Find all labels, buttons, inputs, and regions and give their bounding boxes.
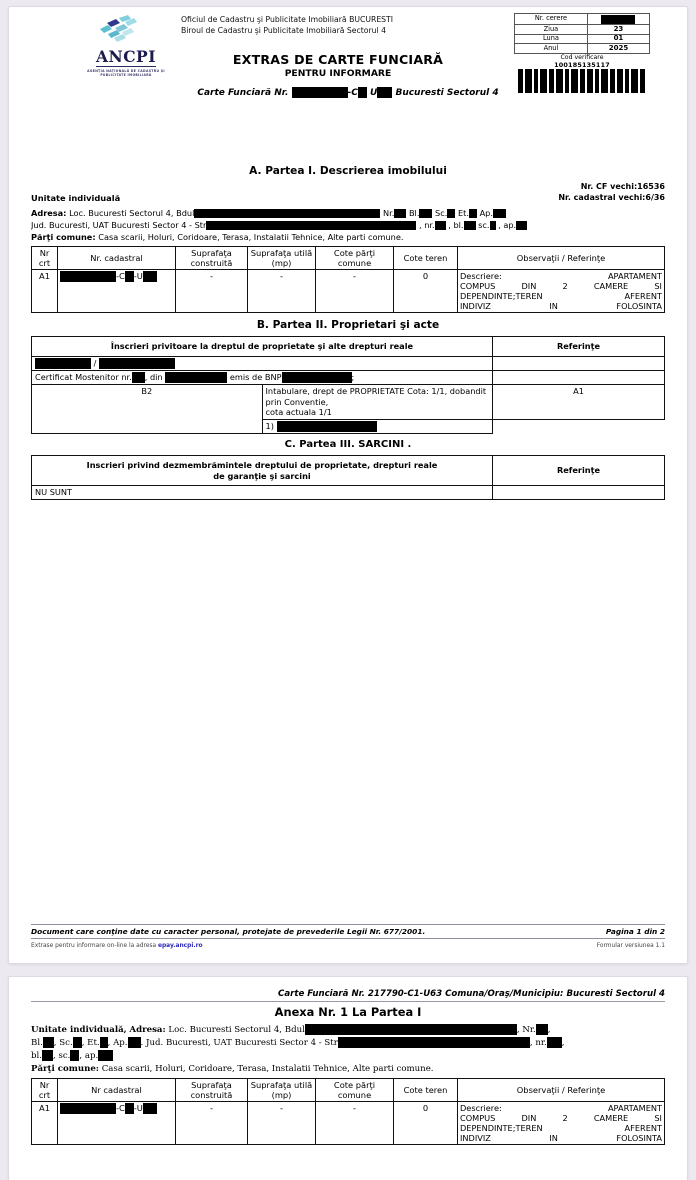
- address-nr-redaction: [394, 209, 406, 218]
- page-2-header: Carte Funciară Nr. 217790-C1-U63 Comuna/Oraş/Municipiu: Bucuresti Sectorul 4: [278, 989, 665, 999]
- cell-cote-parti-comune: -: [316, 270, 394, 313]
- p2-col-observatii-referinte: Observaţii / Referinţe: [458, 1078, 665, 1102]
- page-2-divider: [31, 1001, 665, 1002]
- cadastral-redaction-3: [143, 271, 157, 282]
- request-value-ziua: 23: [587, 25, 649, 35]
- section-c-table: [31, 455, 665, 500]
- obs-w: CAMERE: [593, 1113, 629, 1124]
- page-2-address-block: [31, 1024, 665, 1076]
- p2-address-text-1: Loc. Bucuresti Sectorul 4, Bdul: [168, 1025, 305, 1035]
- request-label-ziua: Ziua: [515, 25, 588, 35]
- address-bl2-redaction: [464, 221, 476, 230]
- col-referinte-c: Referinţe: [493, 456, 665, 486]
- act-redaction-2: [99, 358, 175, 369]
- p2-cadastral-redaction-1: [60, 1103, 116, 1114]
- cell-suprafata-utila: -: [248, 270, 316, 313]
- p2-observatii-line-3: [460, 1123, 662, 1133]
- p2-cadastral-mid-2: -U: [133, 1103, 143, 1114]
- ancpi-logo: [83, 15, 169, 78]
- p2-sc-label: , Sc.: [53, 1037, 73, 1048]
- col-sarcini-line-1: Inscrieri privind dezmembrămintele dreptului de proprietate, drepturi reale: [86, 460, 438, 471]
- obs-w: IN: [549, 301, 558, 312]
- address-prefix: Adresa:: [31, 208, 67, 218]
- section-b-heading: B. Partea II. Proprietari şi acte: [256, 319, 440, 332]
- page-2-address-line-2: Bl. , Sc. , Et. , Ap. . Jud. Bucuresti, UAT Bucuresti Sector 4 - Str , nr. ,: [31, 1037, 565, 1048]
- obs-w: 2: [562, 281, 568, 292]
- request-row-nr-cerere: [515, 14, 650, 25]
- p2-col-suprafata-construita: Suprafaţa construită: [176, 1078, 248, 1102]
- cf-u-redaction: [377, 87, 392, 98]
- p2-cadastral-mid-1: -C: [116, 1103, 125, 1114]
- page-2-parti-comune-line: [31, 1063, 665, 1076]
- p2-address-text-2: . Jud. Bucuresti, UAT Bucuresti Sector 4 - Str: [140, 1037, 338, 1048]
- epay-link[interactable]: epay.ancpi.ro: [157, 943, 203, 949]
- parti-comune-label: Părţi comune:: [31, 231, 96, 242]
- ancpi-logo-icon: [94, 15, 158, 47]
- footer-top-row: [31, 927, 665, 936]
- cell-b2-index: B2: [32, 385, 263, 434]
- b2-line-1: Intabulare, drept de PROPRIETATE Cota: 1/1, dobandit prin Conventie,: [265, 386, 487, 407]
- cell-b2-reference: A1: [493, 385, 665, 420]
- observatii-line-4: [460, 301, 662, 311]
- address-et-label: Et.: [457, 208, 469, 218]
- cell-nr-crt: A1: [32, 270, 58, 313]
- p2-nr2-redaction: [547, 1037, 562, 1048]
- cf-vechi-block: [558, 182, 665, 204]
- address-text-1: Loc. Bucuresti Sectorul 4, Bdul: [69, 208, 195, 218]
- footer-online-note: [31, 943, 203, 949]
- cf-mid-1: -C: [347, 88, 358, 98]
- cell-sarcini-referinte: [493, 486, 665, 500]
- section-b-header-row: [32, 337, 665, 357]
- request-row-anul: [515, 44, 650, 54]
- cadastral-mid-1: -C: [116, 271, 125, 282]
- obs-w: INDIVIZ: [460, 1133, 491, 1144]
- cell-cote-teren: 0: [394, 270, 458, 313]
- p2-cadastral-redaction-3: [143, 1103, 157, 1114]
- address-ap2-label: , ap.: [498, 219, 517, 230]
- address-nr-label: Nr.: [382, 208, 395, 218]
- p2-parti-comune-label: Părţi comune:: [31, 1063, 99, 1074]
- request-label-anul: Anul: [515, 44, 588, 54]
- section-b-table: [31, 336, 665, 434]
- col-observatii-referinte: Observaţii / Referinţe: [458, 246, 665, 270]
- office-line-2: Biroul de Cadastru şi Publicitate Imobiliară Sectorul 4: [181, 26, 386, 36]
- table-row: [32, 1102, 665, 1145]
- p2-cell-suprafata-construita: -: [176, 1102, 248, 1145]
- request-value-nr-cerere: [587, 14, 649, 25]
- col-nr-crt: Nr crt: [32, 246, 58, 270]
- col-referinte-b: Referinţe: [493, 337, 665, 357]
- cell-b2-text: [262, 385, 493, 420]
- p2-nr-label: , Nr.: [516, 1025, 536, 1035]
- col-cote-teren: Cote teren: [394, 246, 458, 270]
- cert-text-4: ;: [351, 372, 355, 383]
- address-bl2-label: , bl.: [448, 219, 464, 230]
- p2-parti-comune-value: Casa scarii, Holuri, Coridoare, Terasa, Instalatii Tehnice, Alte parti comune.: [101, 1063, 434, 1074]
- address-ap2-redaction: [516, 221, 527, 230]
- cert-bnp-redaction: [282, 372, 352, 383]
- cell-suprafata-construita: -: [176, 270, 248, 313]
- request-value-anul: 2025: [587, 44, 649, 54]
- section-c-heading: C. Partea III. SARCINI .: [284, 439, 412, 451]
- act-slash: /: [93, 358, 97, 369]
- p2-ap-redaction: [128, 1037, 141, 1048]
- ancpi-logo-text: ANCPI: [96, 47, 156, 66]
- obs-w: COMPUS: [460, 1113, 496, 1124]
- section-a-heading: A. Partea I. Descrierea imobilului: [249, 165, 447, 177]
- parti-comune-line: [31, 232, 665, 244]
- cf-c-redaction: [358, 87, 367, 98]
- address-street-redaction-2: [206, 221, 416, 230]
- request-row-luna: [515, 34, 650, 44]
- cert-date-redaction: [165, 372, 227, 383]
- obs-w: Descriere:: [460, 1103, 502, 1114]
- page-2-table: [31, 1078, 665, 1146]
- col-suprafata-utila: Suprafaţa utilă (mp): [248, 246, 316, 270]
- obs-w: AFERENT: [624, 291, 662, 302]
- document-page-2: [8, 976, 688, 1180]
- footer-divider-bottom: [31, 938, 665, 939]
- cadastral-redaction-1: [60, 271, 116, 282]
- b2-owner-redaction: [277, 421, 377, 432]
- section-a-table: [31, 246, 665, 314]
- p2-ap2-label: , ap.: [79, 1050, 99, 1061]
- p2-nr-redaction: [536, 1024, 548, 1035]
- nr-cerere-redaction: [601, 15, 635, 24]
- unitate-individuala-label: Unitate individuală: [31, 193, 121, 203]
- p2-observatii-line-1: [460, 1103, 662, 1113]
- obs-w: SI: [654, 1113, 662, 1124]
- obs-w: DEPENDINTE;TEREN: [460, 1123, 543, 1134]
- p2-unit-label: Unitate individuală,: [31, 1025, 127, 1035]
- carte-funciara-line: [181, 87, 515, 98]
- section-a-table-header-row: [32, 246, 665, 270]
- b2-sub-index: 1): [265, 421, 274, 432]
- page-2-table-header-row: [32, 1078, 665, 1102]
- page-2-title: Anexa Nr. 1 La Partea I: [274, 1005, 422, 1019]
- document-title-main: EXTRAS DE CARTE FUNCIARĂ: [232, 52, 444, 67]
- footer-bottom-row: [31, 943, 665, 949]
- address-text-2: Jud. Bucuresti, UAT Bucuresti Sector 4 - Str: [31, 219, 207, 230]
- cell-observatii: [458, 270, 665, 313]
- observatii-line-2: [460, 281, 662, 291]
- address-bl-redaction: [419, 209, 432, 218]
- footer-privacy-notice: Document care conţine date cu caracter personal, protejate de prevederile Legii Nr. 677/2001.: [31, 927, 426, 936]
- obs-w: FOLOSINTA: [616, 1133, 662, 1144]
- table-row: [32, 357, 665, 371]
- request-label-luna: Luna: [515, 34, 588, 44]
- request-value-luna: 01: [587, 34, 649, 44]
- barcode-icon: [518, 69, 646, 93]
- document-page-1: [8, 6, 688, 964]
- address-line-2: [31, 220, 665, 232]
- obs-w: COMPUS: [460, 281, 496, 292]
- cadastral-mid-2: -U: [133, 271, 143, 282]
- p2-street-redaction-2: [338, 1037, 530, 1048]
- footer-online-text: Extrase pentru informare on-line la adresa: [31, 943, 157, 949]
- page-1-footer: [31, 924, 665, 949]
- p2-sc2-label: , sc.: [52, 1050, 71, 1061]
- obs-w: INDIVIZ: [460, 301, 491, 312]
- request-table: [514, 13, 650, 54]
- cf-number-redaction: [292, 87, 348, 98]
- page-2-address-line-3: [31, 1050, 665, 1063]
- address-ap-redaction: [493, 209, 506, 218]
- footer-form-version: Formular versiunea 1.1: [596, 943, 665, 949]
- cell-act-header: [32, 357, 493, 371]
- cell-sarcini-value: NU SUNT: [32, 486, 493, 500]
- p2-cell-cote-teren: 0: [394, 1102, 458, 1145]
- obs-w: FOLOSINTA: [616, 301, 662, 312]
- obs-w: CAMERE: [593, 281, 629, 292]
- office-line-1: Oficiul de Cadastru şi Publicitate Imobiliară BUCURESTI: [181, 15, 394, 24]
- observatii-line-3: [460, 291, 662, 301]
- address-ap-label: Ap.: [479, 208, 493, 218]
- cf-suffix-label: Bucuresti Sectorul 4: [395, 88, 499, 98]
- section-c-header-row: [32, 456, 665, 486]
- cell-b2-sub: [262, 420, 493, 434]
- p2-bl2-label: bl.: [31, 1050, 42, 1061]
- obs-w: SI: [654, 281, 662, 292]
- col-inscrieri-proprietate: Înscrieri privitoare la dreptul de proprietate şi alte drepturi reale: [32, 337, 493, 357]
- table-row: [32, 371, 665, 385]
- p2-bl2-redaction: [42, 1050, 53, 1061]
- p2-observatii-line-2: [460, 1113, 662, 1123]
- nr-cadastral-vechi: Nr. cadastral vechi:6/36: [558, 192, 665, 202]
- section-a-address-block: [31, 208, 665, 244]
- cell-b2-sub-ref: [493, 420, 665, 434]
- document-header: [31, 7, 665, 111]
- cf-prefix-label: Carte Funciară Nr.: [197, 88, 289, 98]
- cert-nr-redaction: [132, 372, 145, 383]
- verification-code-value: 100185135117: [554, 60, 610, 69]
- col-cote-parti-comune: Cote părţi comune: [316, 246, 394, 270]
- p2-col-suprafata-utila: Suprafaţa utilă (mp): [248, 1078, 316, 1102]
- obs-w: IN: [549, 1133, 558, 1144]
- p2-cell-nr-cadastral: [58, 1102, 176, 1145]
- cert-text-3: emis de BNP: [229, 372, 282, 383]
- p2-street-redaction-1: [305, 1024, 517, 1035]
- obs-w: APARTAMENT: [607, 1103, 662, 1114]
- p2-et-redaction: [100, 1037, 108, 1048]
- ancpi-logo-subtitle: AGENŢIA NAŢIONALĂ DE CADASTRU ŞI PUBLICITATE IMOBILIARĂ: [87, 68, 165, 78]
- col-suprafata-construita: Suprafaţa construită: [176, 246, 248, 270]
- cert-text-1: Certificat Mostenitor nr.: [35, 372, 132, 383]
- cf-mid-2: U: [370, 88, 378, 98]
- request-row-ziua: [515, 25, 650, 35]
- p2-cell-nr-crt: A1: [32, 1102, 58, 1145]
- b2-line-2: cota actuala 1/1: [265, 407, 332, 418]
- col-nr-cadastral: Nr. cadastral: [58, 246, 176, 270]
- address-line-1: [31, 208, 665, 220]
- p2-bl-label: Bl.: [31, 1037, 43, 1048]
- p2-observatii-line-4: [460, 1133, 662, 1143]
- p2-col-cote-teren: Cote teren: [394, 1078, 458, 1102]
- cell-nr-cadastral: [58, 270, 176, 313]
- nr-cf-vechi: Nr. CF vechi:16536: [580, 182, 665, 191]
- address-sc2-redaction: [490, 221, 496, 230]
- p2-cell-observatii: [458, 1102, 665, 1145]
- p2-nr2-label: , nr.: [529, 1037, 547, 1048]
- p2-bl-redaction: [43, 1037, 54, 1048]
- table-row: [32, 486, 665, 500]
- office-lines: [181, 14, 393, 36]
- p2-col-nr-crt: Nr crt: [32, 1078, 58, 1102]
- p2-et-label: , Et.: [81, 1037, 100, 1048]
- address-bl-label: Bl.: [408, 208, 420, 218]
- request-label-nr-cerere: Nr. cerere: [515, 14, 588, 25]
- table-row: [32, 385, 665, 420]
- document-title-sub: PENTRU INFORMARE: [284, 68, 392, 79]
- obs-w: DIN: [521, 1113, 537, 1124]
- p2-ap-label: , Ap.: [107, 1037, 128, 1048]
- address-et-redaction: [469, 209, 477, 218]
- verification-code-label: Cod verificare: [560, 54, 604, 62]
- observatii-line-1: [460, 271, 662, 281]
- document-title: [181, 52, 495, 79]
- obs-w: APARTAMENT: [607, 271, 662, 282]
- col-sarcini-line-2: de garanţie şi sarcini: [213, 470, 311, 481]
- obs-w: Descriere:: [460, 271, 502, 282]
- cert-text-2: , din: [144, 372, 163, 383]
- footer-divider-top: [31, 924, 665, 925]
- address-nr2-label: , nr.: [419, 219, 435, 230]
- cell-certificat-mostenitor: [32, 371, 493, 385]
- p2-cell-suprafata-utila: -: [248, 1102, 316, 1145]
- footer-page-number: Pagina 1 din 2: [605, 927, 665, 936]
- obs-w: DIN: [521, 281, 537, 292]
- address-nr2-redaction: [435, 221, 446, 230]
- page-2-address-line-1: Unitate individuală, Adresa: Loc. Bucuresti Sectorul 4, Bdul , Nr. ,: [31, 1025, 551, 1035]
- obs-w: DEPENDINTE;TEREN: [460, 291, 543, 302]
- address-sc2-label: sc.: [478, 219, 490, 230]
- p2-cadastral-redaction-2: [125, 1103, 134, 1114]
- cell-referinte-empty: [493, 357, 665, 371]
- col-inscrieri-sarcini: [32, 456, 493, 486]
- obs-w: AFERENT: [624, 1123, 662, 1134]
- request-info-box: [514, 13, 650, 93]
- p2-sc-redaction: [73, 1037, 82, 1048]
- cadastral-redaction-2: [125, 271, 134, 282]
- act-redaction-1: [35, 358, 91, 369]
- address-sc-redaction: [447, 209, 455, 218]
- p2-ap2-redaction: [98, 1050, 113, 1061]
- obs-w: 2: [562, 1113, 568, 1124]
- address-sc-label: Sc.: [435, 208, 448, 218]
- address-street-redaction-1: [194, 209, 380, 218]
- p2-cell-cote-parti-comune: -: [316, 1102, 394, 1145]
- p2-col-nr-cadastral: Nr cadastral: [58, 1078, 176, 1102]
- parti-comune-value: Casa scarii, Holuri, Coridoare, Terasa, Instalatii Tehnice, Alte parti comune.: [98, 231, 404, 242]
- table-row: [32, 270, 665, 313]
- p2-col-cote-parti-comune: Cote părţi comune: [316, 1078, 394, 1102]
- cell-referinte-empty-2: [493, 371, 665, 385]
- p2-address-prefix: Adresa:: [129, 1025, 166, 1035]
